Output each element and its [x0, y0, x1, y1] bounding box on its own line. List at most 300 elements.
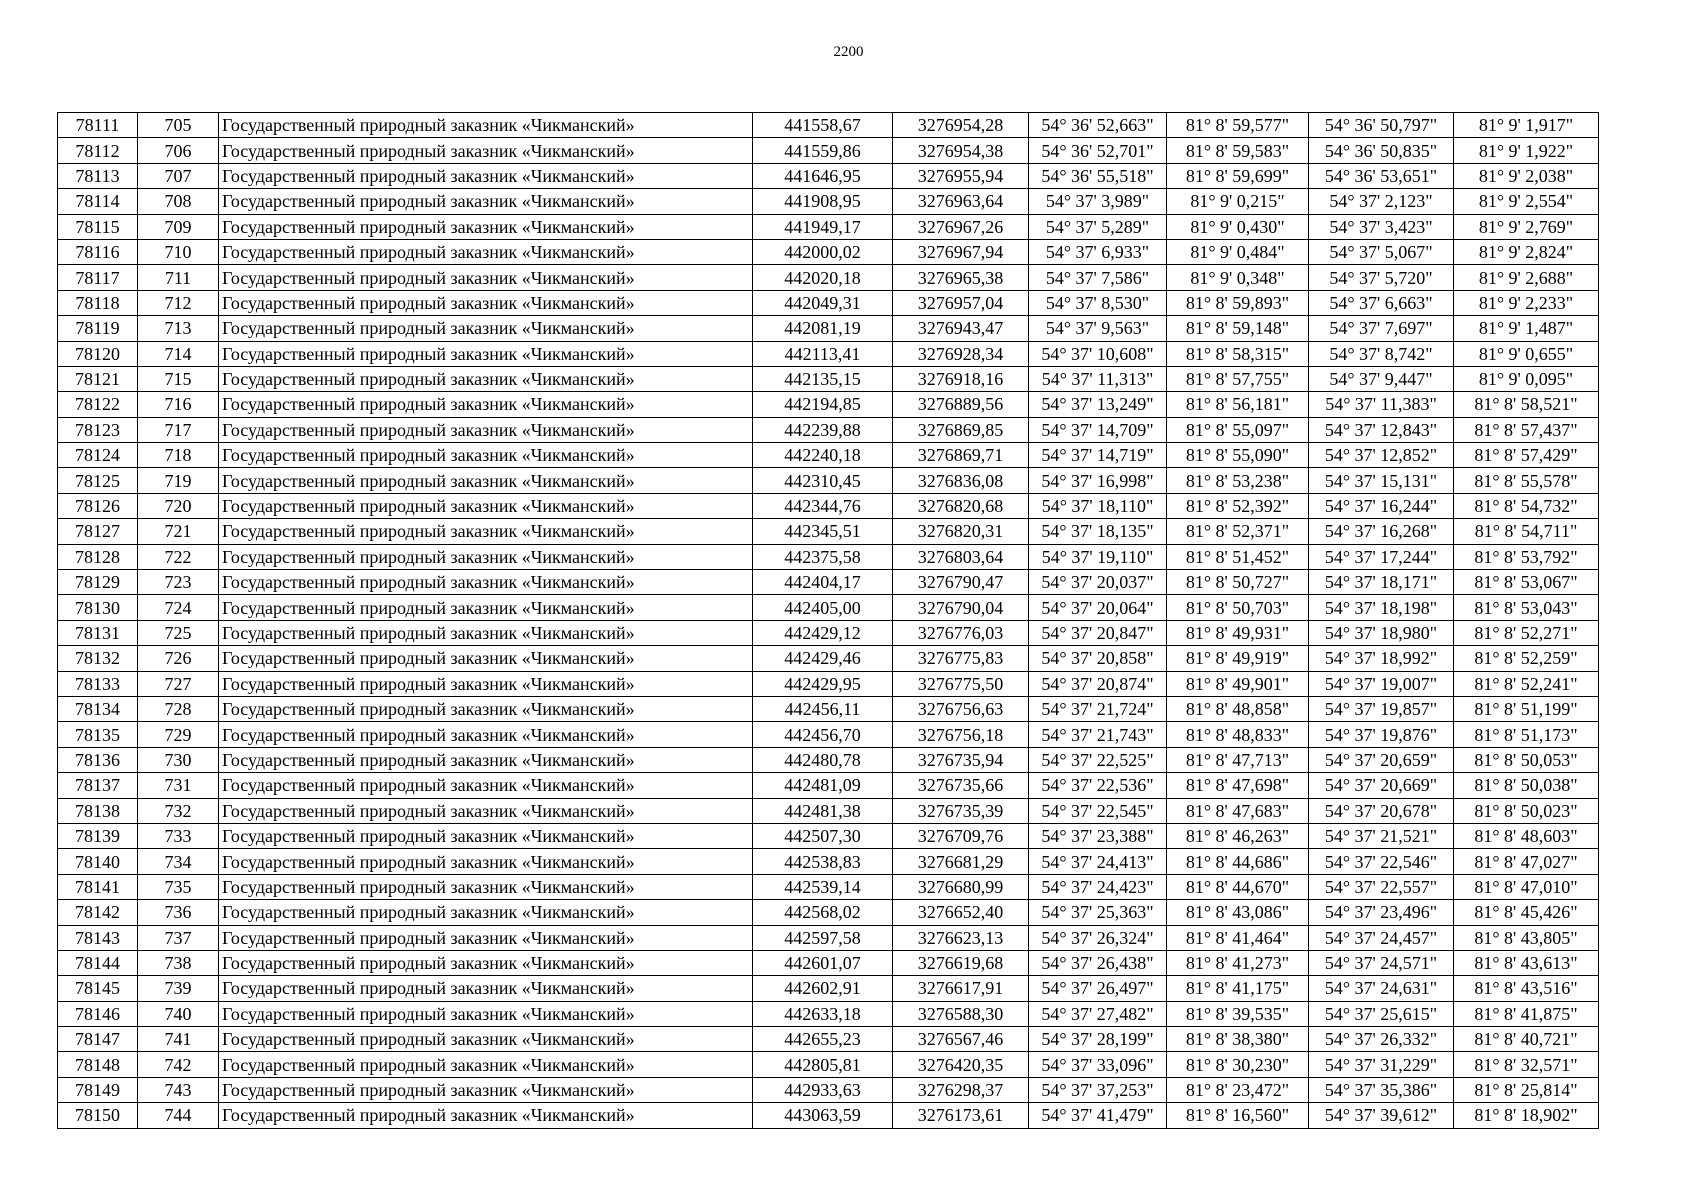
table-row — [58, 392, 1599, 417]
cell-longitude-1: 81° 8' 55,097" — [1167, 417, 1309, 442]
cell-longitude-1: 81° 8' 48,833" — [1167, 722, 1309, 747]
cell-name: Государственный природный заказник «Чикманский» — [219, 1027, 753, 1052]
cell-record-id: 78123 — [58, 417, 138, 442]
cell-latitude-2: 54° 37' 12,852" — [1309, 443, 1454, 468]
cell-coord-y: 3276820,68 — [893, 493, 1029, 518]
cell-latitude-1: 54° 37' 26,438" — [1029, 950, 1167, 975]
cell-coord-x: 441908,95 — [753, 189, 893, 214]
cell-record-id: 78137 — [58, 773, 138, 798]
cell-latitude-1: 54° 36' 52,663" — [1029, 113, 1167, 138]
cell-latitude-1: 54° 37' 20,874" — [1029, 671, 1167, 696]
cell-point-number: 717 — [138, 417, 219, 442]
cell-longitude-2: 81° 9' 2,038" — [1454, 163, 1599, 188]
cell-coord-x: 442113,41 — [753, 341, 893, 366]
cell-longitude-1: 81° 8' 49,919" — [1167, 646, 1309, 671]
cell-record-id: 78113 — [58, 163, 138, 188]
cell-record-id: 78121 — [58, 366, 138, 391]
cell-longitude-2: 81° 9' 1,922" — [1454, 138, 1599, 163]
cell-longitude-1: 81° 8' 47,698" — [1167, 773, 1309, 798]
cell-record-id: 78127 — [58, 519, 138, 544]
cell-record-id: 78126 — [58, 493, 138, 518]
cell-coord-y: 3276967,26 — [893, 214, 1029, 239]
cell-record-id: 78130 — [58, 595, 138, 620]
cell-longitude-2: 81° 9' 0,095" — [1454, 366, 1599, 391]
table-row — [58, 189, 1599, 214]
cell-latitude-1: 54° 37' 20,037" — [1029, 570, 1167, 595]
cell-record-id: 78132 — [58, 646, 138, 671]
cell-latitude-2: 54° 36' 50,797" — [1309, 113, 1454, 138]
cell-latitude-1: 54° 37' 7,586" — [1029, 265, 1167, 290]
cell-longitude-2: 81° 8' 32,571" — [1454, 1052, 1599, 1077]
cell-coord-x: 442481,38 — [753, 798, 893, 823]
table-row — [58, 849, 1599, 874]
cell-longitude-2: 81° 8' 54,732" — [1454, 493, 1599, 518]
table-row — [58, 570, 1599, 595]
cell-longitude-2: 81° 8' 43,805" — [1454, 925, 1599, 950]
cell-latitude-2: 54° 37' 6,663" — [1309, 290, 1454, 315]
cell-longitude-2: 81° 9' 2,824" — [1454, 239, 1599, 264]
cell-latitude-1: 54° 37' 5,289" — [1029, 214, 1167, 239]
cell-coord-x: 442597,58 — [753, 925, 893, 950]
cell-latitude-2: 54° 37' 12,843" — [1309, 417, 1454, 442]
cell-longitude-2: 81° 8' 43,613" — [1454, 950, 1599, 975]
cell-longitude-2: 81° 8' 47,010" — [1454, 874, 1599, 899]
cell-record-id: 78118 — [58, 290, 138, 315]
cell-name: Государственный природный заказник «Чикманский» — [219, 696, 753, 721]
table-row — [58, 595, 1599, 620]
cell-latitude-1: 54° 37' 24,413" — [1029, 849, 1167, 874]
cell-latitude-2: 54° 37' 20,669" — [1309, 773, 1454, 798]
cell-longitude-2: 81° 8' 51,173" — [1454, 722, 1599, 747]
cell-longitude-1: 81° 8' 49,901" — [1167, 671, 1309, 696]
cell-longitude-2: 81° 8' 41,875" — [1454, 1001, 1599, 1026]
cell-name: Государственный природный заказник «Чикманский» — [219, 722, 753, 747]
cell-point-number: 729 — [138, 722, 219, 747]
cell-coord-y: 3276820,31 — [893, 519, 1029, 544]
cell-latitude-2: 54° 37' 17,244" — [1309, 544, 1454, 569]
cell-coord-x: 442310,45 — [753, 468, 893, 493]
table-row — [58, 747, 1599, 772]
cell-longitude-2: 81° 8' 45,426" — [1454, 900, 1599, 925]
cell-record-id: 78145 — [58, 976, 138, 1001]
cell-latitude-2: 54° 37' 16,268" — [1309, 519, 1454, 544]
cell-coord-y: 3276965,38 — [893, 265, 1029, 290]
cell-latitude-2: 54° 36' 50,835" — [1309, 138, 1454, 163]
table-row — [58, 950, 1599, 975]
cell-coord-y: 3276735,66 — [893, 773, 1029, 798]
cell-longitude-1: 81° 9' 0,215" — [1167, 189, 1309, 214]
cell-latitude-2: 54° 37' 3,423" — [1309, 214, 1454, 239]
cell-longitude-2: 81° 8' 18,902" — [1454, 1103, 1599, 1128]
cell-longitude-1: 81° 8' 47,713" — [1167, 747, 1309, 772]
cell-coord-x: 442239,88 — [753, 417, 893, 442]
cell-coord-y: 3276967,94 — [893, 239, 1029, 264]
cell-coord-y: 3276928,34 — [893, 341, 1029, 366]
cell-longitude-1: 81° 8' 52,392" — [1167, 493, 1309, 518]
table-row — [58, 874, 1599, 899]
cell-latitude-1: 54° 37' 3,989" — [1029, 189, 1167, 214]
cell-coord-x: 442429,95 — [753, 671, 893, 696]
cell-longitude-2: 81° 8' 55,578" — [1454, 468, 1599, 493]
cell-name: Государственный природный заказник «Чикманский» — [219, 595, 753, 620]
cell-latitude-2: 54° 37' 20,678" — [1309, 798, 1454, 823]
cell-coord-x: 442481,09 — [753, 773, 893, 798]
table-row — [58, 1077, 1599, 1102]
cell-coord-x: 442345,51 — [753, 519, 893, 544]
cell-name: Государственный природный заказник «Чикманский» — [219, 341, 753, 366]
cell-name: Государственный природный заказник «Чикманский» — [219, 747, 753, 772]
cell-longitude-1: 81° 8' 47,683" — [1167, 798, 1309, 823]
cell-latitude-1: 54° 37' 24,423" — [1029, 874, 1167, 899]
cell-latitude-2: 54° 37' 20,659" — [1309, 747, 1454, 772]
cell-longitude-2: 81° 8' 54,711" — [1454, 519, 1599, 544]
table-row — [58, 316, 1599, 341]
cell-record-id: 78134 — [58, 696, 138, 721]
cell-latitude-2: 54° 37' 16,244" — [1309, 493, 1454, 518]
cell-latitude-2: 54° 37' 5,720" — [1309, 265, 1454, 290]
cell-point-number: 735 — [138, 874, 219, 899]
cell-latitude-2: 54° 37' 15,131" — [1309, 468, 1454, 493]
cell-name: Государственный природный заказник «Чикманский» — [219, 823, 753, 848]
cell-record-id: 78140 — [58, 849, 138, 874]
cell-record-id: 78120 — [58, 341, 138, 366]
cell-name: Государственный природный заказник «Чикманский» — [219, 265, 753, 290]
cell-point-number: 722 — [138, 544, 219, 569]
cell-name: Государственный природный заказник «Чикманский» — [219, 874, 753, 899]
cell-longitude-1: 81° 8' 41,175" — [1167, 976, 1309, 1001]
cell-coord-y: 3276963,64 — [893, 189, 1029, 214]
table-row — [58, 823, 1599, 848]
cell-coord-y: 3276680,99 — [893, 874, 1029, 899]
cell-name: Государственный природный заказник «Чикманский» — [219, 1052, 753, 1077]
cell-longitude-2: 81° 8' 52,259" — [1454, 646, 1599, 671]
cell-longitude-2: 81° 8' 53,067" — [1454, 570, 1599, 595]
cell-coord-x: 442020,18 — [753, 265, 893, 290]
cell-latitude-2: 54° 37' 23,496" — [1309, 900, 1454, 925]
table-row — [58, 417, 1599, 442]
cell-name: Государственный природный заказник «Чикманский» — [219, 849, 753, 874]
cell-latitude-2: 54° 37' 19,007" — [1309, 671, 1454, 696]
cell-latitude-2: 54° 37' 7,697" — [1309, 316, 1454, 341]
cell-longitude-1: 81° 8' 59,893" — [1167, 290, 1309, 315]
cell-coord-y: 3276889,56 — [893, 392, 1029, 417]
table-row — [58, 290, 1599, 315]
table-row — [58, 798, 1599, 823]
cell-coord-x: 442404,17 — [753, 570, 893, 595]
cell-latitude-1: 54° 37' 26,324" — [1029, 925, 1167, 950]
cell-coord-x: 442405,00 — [753, 595, 893, 620]
cell-longitude-2: 81° 9' 2,233" — [1454, 290, 1599, 315]
cell-coord-x: 442655,23 — [753, 1027, 893, 1052]
cell-latitude-2: 54° 37' 39,612" — [1309, 1103, 1454, 1128]
cell-name: Государственный природный заказник «Чикманский» — [219, 443, 753, 468]
table-row — [58, 1103, 1599, 1128]
cell-point-number: 709 — [138, 214, 219, 239]
cell-coord-y: 3276775,50 — [893, 671, 1029, 696]
cell-coord-y: 3276735,94 — [893, 747, 1029, 772]
cell-point-number: 732 — [138, 798, 219, 823]
table-row — [58, 544, 1599, 569]
cell-name: Государственный природный заказник «Чикманский» — [219, 544, 753, 569]
cell-point-number: 741 — [138, 1027, 219, 1052]
cell-longitude-1: 81° 8' 23,472" — [1167, 1077, 1309, 1102]
cell-name: Государственный природный заказник «Чикманский» — [219, 570, 753, 595]
cell-name: Государственный природный заказник «Чикманский» — [219, 798, 753, 823]
cell-record-id: 78125 — [58, 468, 138, 493]
cell-record-id: 78149 — [58, 1077, 138, 1102]
cell-longitude-2: 81° 8' 51,199" — [1454, 696, 1599, 721]
cell-latitude-2: 54° 37' 31,229" — [1309, 1052, 1454, 1077]
cell-coord-y: 3276955,94 — [893, 163, 1029, 188]
cell-point-number: 716 — [138, 392, 219, 417]
cell-latitude-1: 54° 37' 20,858" — [1029, 646, 1167, 671]
cell-coord-x: 443063,59 — [753, 1103, 893, 1128]
cell-longitude-1: 81° 8' 59,699" — [1167, 163, 1309, 188]
cell-longitude-1: 81° 8' 55,090" — [1167, 443, 1309, 468]
cell-record-id: 78133 — [58, 671, 138, 696]
cell-latitude-1: 54° 37' 21,743" — [1029, 722, 1167, 747]
cell-name: Государственный природный заказник «Чикманский» — [219, 773, 753, 798]
cell-latitude-1: 54° 37' 13,249" — [1029, 392, 1167, 417]
cell-longitude-2: 81° 9' 2,769" — [1454, 214, 1599, 239]
table-row — [58, 1027, 1599, 1052]
cell-coord-x: 441559,86 — [753, 138, 893, 163]
cell-latitude-1: 54° 37' 19,110" — [1029, 544, 1167, 569]
cell-record-id: 78119 — [58, 316, 138, 341]
cell-coord-y: 3276775,83 — [893, 646, 1029, 671]
cell-point-number: 728 — [138, 696, 219, 721]
cell-latitude-2: 54° 37' 19,876" — [1309, 722, 1454, 747]
cell-point-number: 736 — [138, 900, 219, 925]
cell-longitude-1: 81° 8' 51,452" — [1167, 544, 1309, 569]
cell-record-id: 78144 — [58, 950, 138, 975]
cell-longitude-2: 81° 8' 57,437" — [1454, 417, 1599, 442]
cell-coord-y: 3276756,18 — [893, 722, 1029, 747]
cell-coord-x: 442000,02 — [753, 239, 893, 264]
cell-longitude-2: 81° 8' 52,241" — [1454, 671, 1599, 696]
cell-point-number: 726 — [138, 646, 219, 671]
cell-latitude-1: 54° 37' 11,313" — [1029, 366, 1167, 391]
cell-point-number: 707 — [138, 163, 219, 188]
cell-coord-y: 3276567,46 — [893, 1027, 1029, 1052]
cell-longitude-1: 81° 8' 39,535" — [1167, 1001, 1309, 1026]
cell-point-number: 720 — [138, 493, 219, 518]
cell-latitude-2: 54° 37' 24,631" — [1309, 976, 1454, 1001]
cell-name: Государственный природный заказник «Чикманский» — [219, 925, 753, 950]
cell-name: Государственный природный заказник «Чикманский» — [219, 138, 753, 163]
cell-name: Государственный природный заказник «Чикманский» — [219, 1077, 753, 1102]
cell-latitude-1: 54° 37' 27,482" — [1029, 1001, 1167, 1026]
cell-latitude-2: 54° 37' 18,171" — [1309, 570, 1454, 595]
cell-record-id: 78112 — [58, 138, 138, 163]
cell-latitude-1: 54° 37' 18,110" — [1029, 493, 1167, 518]
cell-coord-x: 442633,18 — [753, 1001, 893, 1026]
cell-latitude-1: 54° 37' 20,064" — [1029, 595, 1167, 620]
cell-name: Государственный природный заказник «Чикманский» — [219, 392, 753, 417]
table-row — [58, 722, 1599, 747]
cell-coord-y: 3276836,08 — [893, 468, 1029, 493]
cell-longitude-2: 81° 8' 43,516" — [1454, 976, 1599, 1001]
cell-latitude-1: 54° 37' 25,363" — [1029, 900, 1167, 925]
cell-coord-x: 441949,17 — [753, 214, 893, 239]
cell-point-number: 734 — [138, 849, 219, 874]
cell-coord-x: 442933,63 — [753, 1077, 893, 1102]
cell-coord-y: 3276709,76 — [893, 823, 1029, 848]
cell-coord-y: 3276735,39 — [893, 798, 1029, 823]
cell-coord-y: 3276954,28 — [893, 113, 1029, 138]
cell-record-id: 78114 — [58, 189, 138, 214]
cell-coord-x: 442194,85 — [753, 392, 893, 417]
cell-coord-y: 3276298,37 — [893, 1077, 1029, 1102]
cell-longitude-1: 81° 8' 59,577" — [1167, 113, 1309, 138]
cell-coord-y: 3276943,47 — [893, 316, 1029, 341]
table-row — [58, 1001, 1599, 1026]
table-row — [58, 214, 1599, 239]
cell-latitude-1: 54° 37' 14,719" — [1029, 443, 1167, 468]
table-row — [58, 443, 1599, 468]
cell-coord-x: 442135,15 — [753, 366, 893, 391]
cell-name: Государственный природный заказник «Чикманский» — [219, 519, 753, 544]
cell-record-id: 78122 — [58, 392, 138, 417]
cell-point-number: 738 — [138, 950, 219, 975]
cell-latitude-1: 54° 36' 52,701" — [1029, 138, 1167, 163]
table-row — [58, 671, 1599, 696]
cell-longitude-1: 81° 8' 41,273" — [1167, 950, 1309, 975]
cell-record-id: 78141 — [58, 874, 138, 899]
cell-coord-x: 442456,11 — [753, 696, 893, 721]
cell-latitude-2: 54° 37' 22,546" — [1309, 849, 1454, 874]
cell-name: Государственный природный заказник «Чикманский» — [219, 417, 753, 442]
cell-latitude-1: 54° 37' 28,199" — [1029, 1027, 1167, 1052]
cell-longitude-1: 81° 8' 44,686" — [1167, 849, 1309, 874]
cell-coord-y: 3276776,03 — [893, 620, 1029, 645]
cell-latitude-1: 54° 37' 21,724" — [1029, 696, 1167, 721]
cell-coord-y: 3276420,35 — [893, 1052, 1029, 1077]
cell-point-number: 710 — [138, 239, 219, 264]
table-row — [58, 773, 1599, 798]
cell-point-number: 724 — [138, 595, 219, 620]
cell-point-number: 714 — [138, 341, 219, 366]
cell-longitude-2: 81° 9' 1,487" — [1454, 316, 1599, 341]
table-row — [58, 163, 1599, 188]
cell-coord-x: 442375,58 — [753, 544, 893, 569]
cell-longitude-1: 81° 8' 56,181" — [1167, 392, 1309, 417]
cell-latitude-1: 54° 37' 26,497" — [1029, 976, 1167, 1001]
cell-name: Государственный природный заказник «Чикманский» — [219, 646, 753, 671]
page-number: 2200 — [833, 44, 864, 60]
cell-coord-x: 442429,46 — [753, 646, 893, 671]
cell-longitude-1: 81° 8' 48,858" — [1167, 696, 1309, 721]
cell-record-id: 78129 — [58, 570, 138, 595]
cell-longitude-1: 81° 8' 46,263" — [1167, 823, 1309, 848]
table-row — [58, 138, 1599, 163]
cell-point-number: 743 — [138, 1077, 219, 1102]
cell-coord-x: 442538,83 — [753, 849, 893, 874]
cell-record-id: 78147 — [58, 1027, 138, 1052]
cell-longitude-2: 81° 8' 53,043" — [1454, 595, 1599, 620]
cell-coord-x: 442602,91 — [753, 976, 893, 1001]
table-row — [58, 341, 1599, 366]
cell-longitude-2: 81° 8' 50,053" — [1454, 747, 1599, 772]
cell-coord-y: 3276790,04 — [893, 595, 1029, 620]
cell-latitude-2: 54° 37' 22,557" — [1309, 874, 1454, 899]
cell-name: Государственный природный заказник «Чикманский» — [219, 468, 753, 493]
cell-latitude-1: 54° 36' 55,518" — [1029, 163, 1167, 188]
cell-longitude-1: 81° 8' 59,583" — [1167, 138, 1309, 163]
cell-longitude-1: 81° 8' 50,727" — [1167, 570, 1309, 595]
cell-longitude-2: 81° 8' 57,429" — [1454, 443, 1599, 468]
cell-coord-x: 442568,02 — [753, 900, 893, 925]
cell-coord-x: 442456,70 — [753, 722, 893, 747]
cell-coord-x: 442507,30 — [753, 823, 893, 848]
cell-record-id: 78117 — [58, 265, 138, 290]
cell-name: Государственный природный заказник «Чикманский» — [219, 113, 753, 138]
cell-point-number: 727 — [138, 671, 219, 696]
cell-coord-y: 3276681,29 — [893, 849, 1029, 874]
cell-point-number: 711 — [138, 265, 219, 290]
cell-point-number: 715 — [138, 366, 219, 391]
cell-point-number: 731 — [138, 773, 219, 798]
cell-longitude-1: 81° 8' 41,464" — [1167, 925, 1309, 950]
cell-latitude-1: 54° 37' 33,096" — [1029, 1052, 1167, 1077]
cell-point-number: 718 — [138, 443, 219, 468]
table-row — [58, 1052, 1599, 1077]
cell-latitude-1: 54° 37' 20,847" — [1029, 620, 1167, 645]
cell-point-number: 723 — [138, 570, 219, 595]
cell-record-id: 78146 — [58, 1001, 138, 1026]
cell-coord-y: 3276803,64 — [893, 544, 1029, 569]
table-row — [58, 113, 1599, 138]
cell-name: Государственный природный заказник «Чикманский» — [219, 290, 753, 315]
cell-point-number: 706 — [138, 138, 219, 163]
cell-record-id: 78150 — [58, 1103, 138, 1128]
cell-record-id: 78131 — [58, 620, 138, 645]
cell-latitude-1: 54° 37' 6,933" — [1029, 239, 1167, 264]
cell-coord-y: 3276652,40 — [893, 900, 1029, 925]
cell-point-number: 713 — [138, 316, 219, 341]
cell-latitude-2: 54° 37' 21,521" — [1309, 823, 1454, 848]
cell-latitude-2: 54° 37' 19,857" — [1309, 696, 1454, 721]
cell-latitude-2: 54° 37' 18,992" — [1309, 646, 1454, 671]
cell-coord-y: 3276790,47 — [893, 570, 1029, 595]
table-row — [58, 366, 1599, 391]
table-row — [58, 265, 1599, 290]
cell-point-number: 733 — [138, 823, 219, 848]
cell-longitude-2: 81° 9' 2,554" — [1454, 189, 1599, 214]
cell-longitude-1: 81° 9' 0,484" — [1167, 239, 1309, 264]
cell-latitude-2: 54° 37' 26,332" — [1309, 1027, 1454, 1052]
cell-longitude-1: 81° 8' 59,148" — [1167, 316, 1309, 341]
cell-longitude-1: 81° 8' 43,086" — [1167, 900, 1309, 925]
cell-latitude-1: 54° 37' 41,479" — [1029, 1103, 1167, 1128]
table-body — [58, 113, 1599, 1129]
cell-latitude-2: 54° 37' 2,123" — [1309, 189, 1454, 214]
cell-latitude-2: 54° 37' 11,383" — [1309, 392, 1454, 417]
cell-longitude-1: 81° 8' 50,703" — [1167, 595, 1309, 620]
cell-record-id: 78142 — [58, 900, 138, 925]
cell-name: Государственный природный заказник «Чикманский» — [219, 214, 753, 239]
cell-latitude-1: 54° 37' 10,608" — [1029, 341, 1167, 366]
cell-latitude-1: 54° 37' 16,998" — [1029, 468, 1167, 493]
cell-record-id: 78138 — [58, 798, 138, 823]
cell-longitude-1: 81° 8' 52,371" — [1167, 519, 1309, 544]
cell-longitude-2: 81° 8' 58,521" — [1454, 392, 1599, 417]
cell-coord-y: 3276756,63 — [893, 696, 1029, 721]
cell-point-number: 744 — [138, 1103, 219, 1128]
cell-coord-x: 442429,12 — [753, 620, 893, 645]
table-row — [58, 646, 1599, 671]
cell-latitude-2: 54° 36' 53,651" — [1309, 163, 1454, 188]
